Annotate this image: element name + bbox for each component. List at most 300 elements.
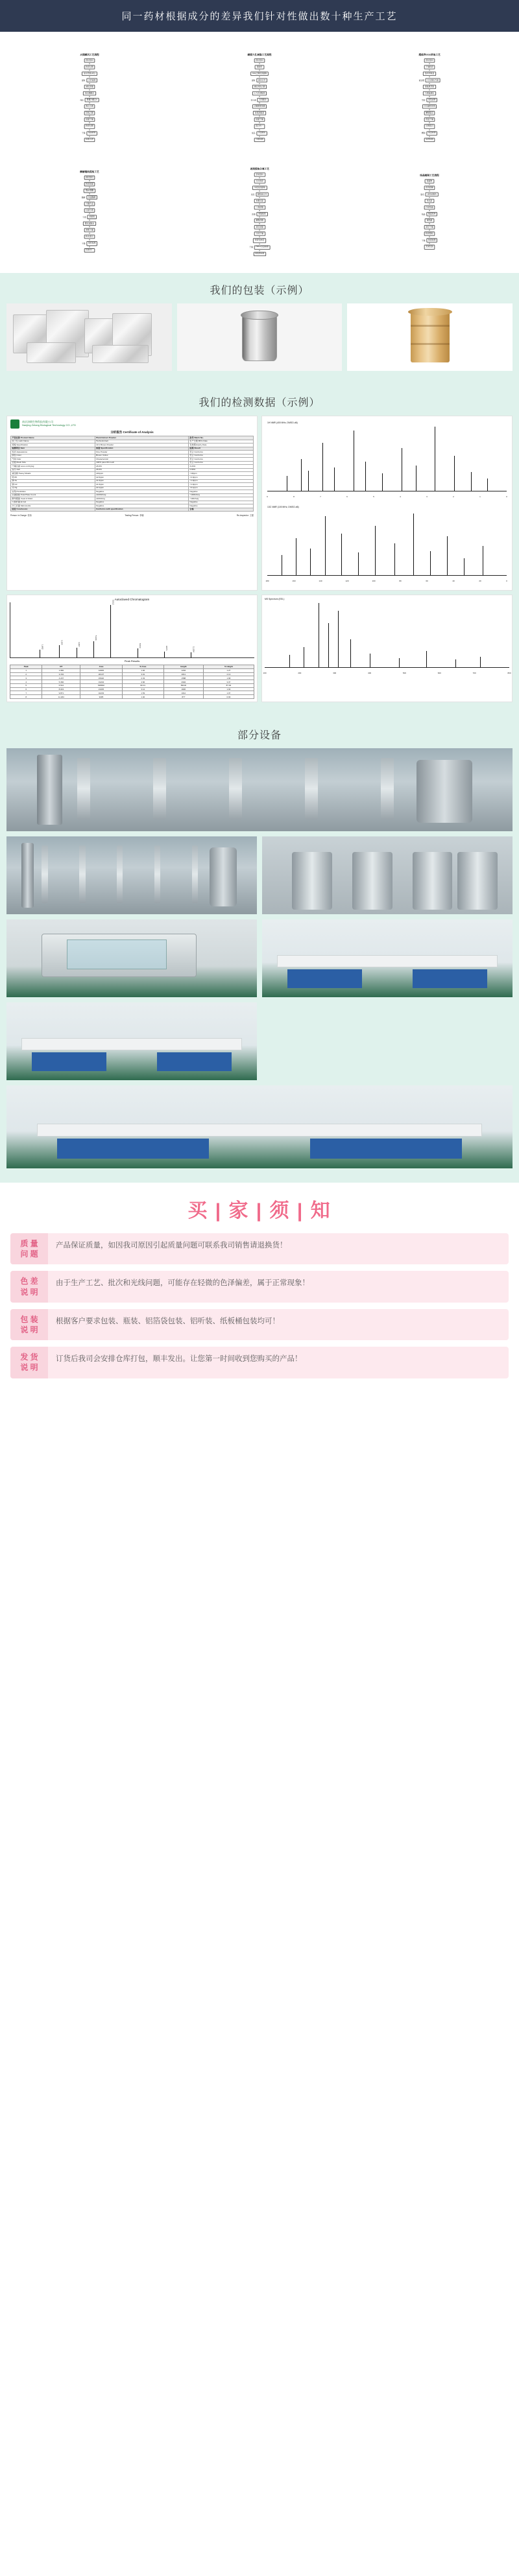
flowchart-row xyxy=(84,111,95,115)
flowchart-arrow-icon xyxy=(259,96,260,97)
flowchart-arrow-icon xyxy=(89,109,90,110)
flowchart-stage-label: 干燥 xyxy=(81,132,86,134)
table-cell: 31204 xyxy=(80,680,122,684)
flowchart-arrow-icon xyxy=(259,210,260,211)
equipment-image xyxy=(262,919,513,997)
coa-header xyxy=(10,419,254,429)
pipe-element xyxy=(229,758,242,820)
axis-tick-label: 60 xyxy=(426,580,428,582)
table-cell: 21045 xyxy=(80,687,122,691)
notice-label xyxy=(10,1233,48,1264)
equipment-photo-3 xyxy=(262,836,513,914)
table-cell: 10:1 Brown Powder xyxy=(95,443,188,447)
flowchart-row xyxy=(424,206,435,209)
table-cell: ≤5.0% xyxy=(95,468,188,472)
table-cell: Plant Extract Powder xyxy=(95,436,188,440)
flowchart-arrow-icon xyxy=(429,109,430,110)
flowchart-arrow-icon xyxy=(429,102,430,104)
lab-furniture xyxy=(277,955,498,967)
notice-label xyxy=(10,1347,48,1378)
coa-doc-title: 分析报告 Certificate of Analysis xyxy=(110,431,154,434)
table-cell: ≤10ppm xyxy=(95,472,188,476)
company-logo-icon xyxy=(10,419,19,429)
flowchart-row xyxy=(422,212,437,216)
flowchart-stage-label: 柱分离 xyxy=(250,99,256,101)
table-cell: 2.33 xyxy=(122,676,163,680)
axis-tick-label: 80 xyxy=(399,580,402,582)
spectrum-panel-2 xyxy=(265,503,509,587)
flowchart-arrow-icon xyxy=(429,237,430,238)
flowchart-arrow-icon xyxy=(259,250,260,251)
packaging-image-fiber-drum xyxy=(347,303,513,371)
table-cell: 酵母霉菌 Yeast & Mold xyxy=(11,497,95,501)
flowchart-arrow-icon xyxy=(429,116,430,117)
flowchart-stage-label: 干燥 xyxy=(249,246,253,248)
flowchart-2 xyxy=(176,42,343,152)
flowchart-stage-label: 逆流 xyxy=(250,193,254,196)
flowchart-arrow-icon xyxy=(429,96,430,97)
table-cell: 重金属 Heavy Metals xyxy=(11,472,95,476)
flowchart-arrow-icon xyxy=(429,191,430,192)
table-cell: 1.53 xyxy=(122,691,163,695)
flowchart-row xyxy=(254,124,265,128)
flowchart-arrow-icon xyxy=(259,123,260,124)
equipment-image xyxy=(6,919,257,997)
flowchart-title: 逆流提取分离工艺 xyxy=(250,167,269,171)
column-header: Area xyxy=(80,665,122,669)
flowchart-arrow-icon xyxy=(259,129,260,130)
notice-label xyxy=(10,1309,48,1340)
table-cell: <10ppm xyxy=(188,472,253,476)
packaging-image-foil-bags xyxy=(6,303,172,371)
spectrum-peak xyxy=(301,459,302,491)
flowchart-arrow-icon xyxy=(259,116,260,117)
flowchart-node: 药材原料 xyxy=(254,58,265,62)
table-row xyxy=(11,508,254,512)
notice-text: 根据客户要求包装、瓶装、铝箔袋包装、铝听装、纸板桶包装均可！ xyxy=(56,1317,280,1325)
table-cell: 大肠杆菌 E.Coli xyxy=(11,501,95,504)
flowchart-row xyxy=(254,172,265,176)
flowchart-row xyxy=(423,85,436,89)
table-cell: ≤1000cfu/g xyxy=(95,493,188,497)
flowchart-node: 分离釜减压 xyxy=(423,91,436,95)
spectrum-peak xyxy=(375,526,376,575)
flowchart-row xyxy=(424,225,435,229)
flowchart-node: CO2加压升温 xyxy=(426,78,441,82)
lab-furniture xyxy=(413,969,488,988)
flowchart-row xyxy=(424,111,435,115)
axis-tick-label: 7 xyxy=(320,495,321,498)
flowchart-node: 提取液合并 xyxy=(256,192,269,196)
flowchart-title: 醇提大孔树脂工艺流程 xyxy=(247,53,272,56)
flowchart-node: 过滤分离 xyxy=(84,209,95,213)
lab-furniture xyxy=(57,1139,209,1159)
spectrum-peak xyxy=(358,552,359,575)
table-cell: 规格 Specification xyxy=(11,443,95,447)
flowchart-node: 浓缩干燥 xyxy=(84,117,95,121)
table-cell: 1.92 xyxy=(122,668,163,672)
buyer-notice-section xyxy=(0,1183,519,1393)
axis-tick-label: 4 xyxy=(400,495,401,498)
table-cell: Negative xyxy=(95,490,188,494)
spectrum-peak xyxy=(455,659,456,667)
flowchart-node: 合并滤液 xyxy=(86,78,97,82)
column-header: Height xyxy=(163,665,203,669)
table-cell: 82.01 xyxy=(122,683,163,687)
pipe-element xyxy=(79,845,86,903)
spectra-document-secondary xyxy=(261,595,513,702)
flowchart-node: 粉碎过80目 xyxy=(253,239,266,242)
spectrum-peak xyxy=(338,611,339,667)
table-cell: Negative xyxy=(95,501,188,504)
flowchart-row xyxy=(254,117,265,121)
notice-text: 由于生产工艺、批次和光线问题，可能存在轻微的色泽偏差，属于正常现象！ xyxy=(56,1279,309,1288)
coa-signature: Person in Charge: 张伟 xyxy=(10,514,32,517)
equipment-image xyxy=(262,836,513,914)
flowchart-row xyxy=(422,98,437,102)
flowchart-row xyxy=(424,65,435,69)
table-cell: ≤2.0ppm xyxy=(95,476,188,480)
flowchart-node: 冷却结晶 xyxy=(424,206,435,209)
flowchart-row xyxy=(424,245,435,249)
flowchart-node: 滤过合并 xyxy=(256,78,267,82)
axis-tick-label: 5 xyxy=(373,495,374,498)
flowchart-node: 解吸洗脱 xyxy=(254,219,265,222)
spectrum-label: MS Spectrum (ESI-) xyxy=(265,598,285,600)
pipe-element xyxy=(117,845,123,903)
flowchart-row xyxy=(84,117,95,121)
equipment-photo-4 xyxy=(6,919,257,997)
table-cell: <0.1ppm xyxy=(188,486,253,490)
flowchart-row xyxy=(254,137,265,141)
spectrum-peak xyxy=(413,514,414,575)
flowchart-row xyxy=(83,222,96,226)
flowchart-arrow-icon xyxy=(429,230,430,231)
notice-item-1 xyxy=(10,1233,509,1264)
flowchart-section xyxy=(0,32,519,273)
axis-tick-label: 1 xyxy=(479,495,481,498)
axis-tick-label: 400 xyxy=(368,672,372,674)
flowchart-row xyxy=(254,199,265,203)
flowchart-row xyxy=(84,189,95,193)
notice-label-line2: 问 题 xyxy=(20,1249,38,1259)
flowchart-body xyxy=(420,174,439,249)
flowchart-node: 溶剂溶解 xyxy=(424,185,435,189)
notice-label-line2: 说 明 xyxy=(20,1287,38,1297)
flowchart-row xyxy=(254,179,265,183)
table-cell: 颜色 Color xyxy=(11,454,95,458)
flowchart-arrow-icon xyxy=(259,230,260,231)
coa-document xyxy=(6,416,258,591)
table-cell: 6.512 xyxy=(42,683,80,687)
equipment-photo-1 xyxy=(6,748,513,831)
flowchart-arrow-icon xyxy=(259,183,260,185)
chromatogram-peak-label: 8.043 xyxy=(138,643,141,648)
table-cell: 2011 xyxy=(163,672,203,676)
table-cell: 5 xyxy=(10,683,42,687)
flowchart-arrow-icon xyxy=(429,136,430,137)
table-cell: Fine Powder xyxy=(95,451,188,455)
axis-tick-label: 160 xyxy=(292,580,296,582)
flowchart-arrow-icon xyxy=(429,197,430,198)
testdata-grid xyxy=(0,416,519,711)
page-title: 同一药材根据成分的差异我们针对性做出数十种生产工艺 xyxy=(0,0,519,32)
table-cell: 符合 Conforms xyxy=(188,458,253,462)
flowchart-row xyxy=(252,104,267,108)
packaging-image-metal-can xyxy=(177,303,343,371)
table-cell: 87.94 xyxy=(203,683,254,687)
flowchart-arrow-icon xyxy=(429,77,430,78)
column-header: % Area xyxy=(122,665,163,669)
notice-text: 订货后我司会安排仓库打包，顺丰发出。让您第一时间收到您购买的产品！ xyxy=(56,1355,302,1364)
table-cell: 1012 xyxy=(163,691,203,695)
flowchart-row xyxy=(82,78,97,82)
flowchart-3 xyxy=(346,42,513,152)
flowchart-arrow-icon xyxy=(429,63,430,64)
column-header: RT xyxy=(42,665,80,669)
flowchart-node: 70%乙醇回流提取 xyxy=(250,71,269,75)
flowchart-arrow-icon xyxy=(259,83,260,84)
flowchart-node: 纯度检测 xyxy=(426,239,437,242)
flowchart-title: 水提醇沉工艺流程 xyxy=(80,53,99,56)
table-cell: <1.0ppm xyxy=(188,479,253,483)
table-row xyxy=(10,695,254,699)
flowchart-arrow-icon xyxy=(259,217,260,218)
table-cell: ≤1.0ppm xyxy=(95,483,188,487)
flowchart-arrow-icon xyxy=(89,77,90,78)
pipe-element xyxy=(381,758,394,820)
flowchart-node: 抽滤洗涤 xyxy=(426,212,437,216)
table-cell: 批号 Batch No. xyxy=(188,436,253,440)
spectrum-peak xyxy=(471,472,472,491)
lab-furniture xyxy=(310,1139,462,1159)
pipe-element xyxy=(154,845,161,903)
flowchart-row xyxy=(84,58,95,62)
flowchart-arrow-icon xyxy=(259,191,260,192)
fiber-drum-illustration xyxy=(347,303,513,371)
flowchart-stage-label: 脱色 xyxy=(420,193,424,196)
flowchart-row xyxy=(255,65,264,69)
flowchart-row xyxy=(252,212,267,216)
flowchart-stage-label: 分离 xyxy=(82,216,86,219)
flowchart-node: 粉碎过筛 xyxy=(84,65,95,69)
flowchart-stage-label: 提取 xyxy=(251,78,256,82)
flowchart-row xyxy=(82,71,97,75)
flowchart-row xyxy=(424,124,435,128)
lab-furniture xyxy=(37,1124,482,1137)
buyer-notice-title: 买 | 家 | 须 | 知 xyxy=(187,1200,332,1222)
notice-label-line1: 色 差 xyxy=(20,1277,38,1286)
flowchart-node: 收集浸膏 xyxy=(426,98,437,102)
flowchart-node: 回收乙醇 xyxy=(84,111,95,115)
flowchart-arrow-icon xyxy=(259,63,260,64)
flowchart-arrow-icon xyxy=(259,237,260,238)
flowchart-arrow-icon xyxy=(259,136,260,137)
spectrum-peak xyxy=(430,551,431,575)
table-cell: 镉 Cd xyxy=(11,483,95,487)
axis-tick-label: 600 xyxy=(437,672,441,674)
flowchart-stage-label: 前处理 xyxy=(418,78,424,82)
axis-tick-label: 9 xyxy=(267,495,268,498)
flowchart-row xyxy=(252,85,267,89)
table-cell: Characteristic xyxy=(95,458,188,462)
table-cell: 1820 xyxy=(163,687,203,691)
flowchart-row xyxy=(84,137,95,141)
flowchart-node: 粉碎整粒 xyxy=(424,231,435,235)
table-cell: <1000cfu/g xyxy=(188,493,253,497)
spectrum-peak xyxy=(399,658,400,667)
flowchart-node: 粉碎润湿 xyxy=(84,182,95,186)
chromatogram-peak-label: 5.366 xyxy=(95,635,98,641)
table-cell: 877 xyxy=(163,695,203,699)
spectrum-peak xyxy=(447,536,448,575)
flowchart-arrow-icon xyxy=(429,129,430,130)
flowchart-node: 铝箔袋包装 xyxy=(253,252,266,255)
flowchart-node: 精制除杂 xyxy=(424,111,435,115)
axis-tick-label: 0 xyxy=(506,495,507,498)
flowchart-body xyxy=(80,171,99,253)
spectrum-panel-1 xyxy=(265,419,509,503)
flowchart-row xyxy=(424,117,435,121)
equipment-photo-7 xyxy=(6,1085,513,1168)
flowchart-node: 乙醇梯度洗脱 xyxy=(252,104,267,108)
flowchart-row xyxy=(84,176,95,180)
flowchart-node: 超临界萃取 xyxy=(423,85,436,89)
flowchart-node: 干燥粉碎 xyxy=(424,65,435,69)
axis-tick-label: 100 xyxy=(263,672,267,674)
spectrum-peak xyxy=(310,549,311,575)
flowchart-node: 真空浓缩 xyxy=(254,225,265,229)
equipment-grid xyxy=(0,748,519,1176)
lab-furniture xyxy=(21,1038,242,1050)
table-cell: 目数 Mesh Size xyxy=(11,461,95,465)
axis-tick-label: 120 xyxy=(345,580,349,582)
axis-tick-label: 180 xyxy=(265,580,269,582)
table-cell: Conforms with specification xyxy=(95,508,188,512)
spectrum-peak xyxy=(382,473,383,491)
flowchart-arrow-icon xyxy=(429,83,430,84)
table-cell: 汞 Hg xyxy=(11,486,95,490)
flowchart-row xyxy=(250,192,268,196)
flowchart-arrow-icon xyxy=(259,243,260,244)
spectrum-panel-3 xyxy=(262,595,512,679)
flowchart-arrow-icon xyxy=(89,63,90,64)
flowchart-row xyxy=(424,185,435,189)
table-cell: 3.21% xyxy=(188,465,253,469)
flowchart-row xyxy=(80,98,99,102)
flowchart-row xyxy=(249,245,270,249)
flowchart-arrow-icon xyxy=(89,69,90,71)
flowchart-node: 喷雾干燥 xyxy=(84,228,95,232)
coa-signature: Re-inspector: 王强 xyxy=(236,514,254,517)
flowchart-stage-label: 酶解 xyxy=(81,196,86,199)
spectrum-label: 13C NMR (100 MHz, DMSO-d6) xyxy=(267,506,299,508)
flowchart-5 xyxy=(176,156,343,266)
spectrum-plot xyxy=(267,508,507,576)
flowchart-node: 分装包装 xyxy=(254,137,265,141)
flowchart-row xyxy=(250,71,269,75)
flowchart-body xyxy=(248,53,272,142)
spectra-document xyxy=(261,416,513,591)
flowchart-arrow-icon xyxy=(429,223,430,224)
chromatogram-peak xyxy=(59,645,60,657)
flowchart-node: 切片粉碎 xyxy=(254,179,265,183)
hplc-table-title: Peak Results xyxy=(124,659,140,663)
spectrum-peak xyxy=(334,467,335,491)
axis-tick-label: 200 xyxy=(298,672,302,674)
flowchart-row xyxy=(425,179,434,183)
chromatogram-peak xyxy=(110,605,111,657)
flowchart-row xyxy=(82,215,96,219)
tank-element xyxy=(413,852,453,910)
flowchart-arrow-icon xyxy=(429,69,430,71)
flowchart-arrow-icon xyxy=(259,102,260,104)
flowchart-node: 质量检测 xyxy=(426,131,437,135)
flowchart-body xyxy=(80,53,99,142)
table-cell: 结果 Result xyxy=(188,447,253,451)
flowchart-row xyxy=(254,219,265,222)
lab-furniture xyxy=(157,1052,232,1071)
flowchart-node: 药材原料 xyxy=(254,172,265,176)
flowchart-grid xyxy=(6,42,513,266)
table-cell: 灰分 Ash xyxy=(11,468,95,472)
table-cell: 15620 xyxy=(80,676,122,680)
axis-tick-label: 0 xyxy=(506,580,507,582)
hplc-chromatogram xyxy=(6,595,258,702)
flowchart-row xyxy=(250,98,268,102)
flowchart-arrow-icon xyxy=(89,123,90,124)
table-cell: 9405 xyxy=(80,695,122,699)
table-cell: <1.0ppm xyxy=(188,483,253,487)
table-cell: ≤5.0% xyxy=(95,465,188,469)
flowchart-node: 树脂吸附 xyxy=(256,212,267,216)
flowchart-node: 真空干燥 xyxy=(424,225,435,229)
spectrum-peak xyxy=(322,443,323,491)
flowchart-stage-label: 精制 xyxy=(421,132,426,134)
flowchart-node: 装料萃取釜 xyxy=(423,71,436,75)
flowchart-arrow-icon xyxy=(89,102,90,104)
tank-element xyxy=(457,852,498,910)
table-cell: 6 xyxy=(10,687,42,691)
flowchart-row xyxy=(423,71,436,75)
equipment-photo-2 xyxy=(6,836,257,914)
flowchart-row xyxy=(419,78,441,82)
notice-label-line1: 包 装 xyxy=(20,1314,38,1324)
flowchart-row xyxy=(84,85,95,89)
flowchart-row xyxy=(84,235,95,239)
flowchart-node: 上大孔树脂柱 xyxy=(252,91,267,95)
flowchart-node: 浓缩干燥 xyxy=(254,117,265,121)
flowchart-row xyxy=(82,242,97,246)
flowchart-row xyxy=(82,195,97,199)
flowchart-node: 三效浓缩 xyxy=(254,206,265,209)
notice-label xyxy=(10,1271,48,1302)
axis-tick-label: 3 xyxy=(426,495,428,498)
table-cell: 1588 xyxy=(163,676,203,680)
axis-tick-label: 100 xyxy=(372,580,376,582)
lab-furniture xyxy=(32,1052,107,1071)
spectrum-peak xyxy=(341,534,342,575)
flowchart-arrow-icon xyxy=(429,210,430,211)
flowchart-node: 收集洗脱液 xyxy=(253,111,266,115)
notice-item-3 xyxy=(10,1309,509,1340)
table-cell: 8.043 xyxy=(42,687,80,691)
spectrum-peak xyxy=(426,651,427,667)
equipment-section xyxy=(0,718,519,1183)
flowchart-stage-label: 提取 xyxy=(81,78,86,82)
flowchart-row xyxy=(254,225,265,229)
foil-bags-illustration xyxy=(6,303,172,371)
